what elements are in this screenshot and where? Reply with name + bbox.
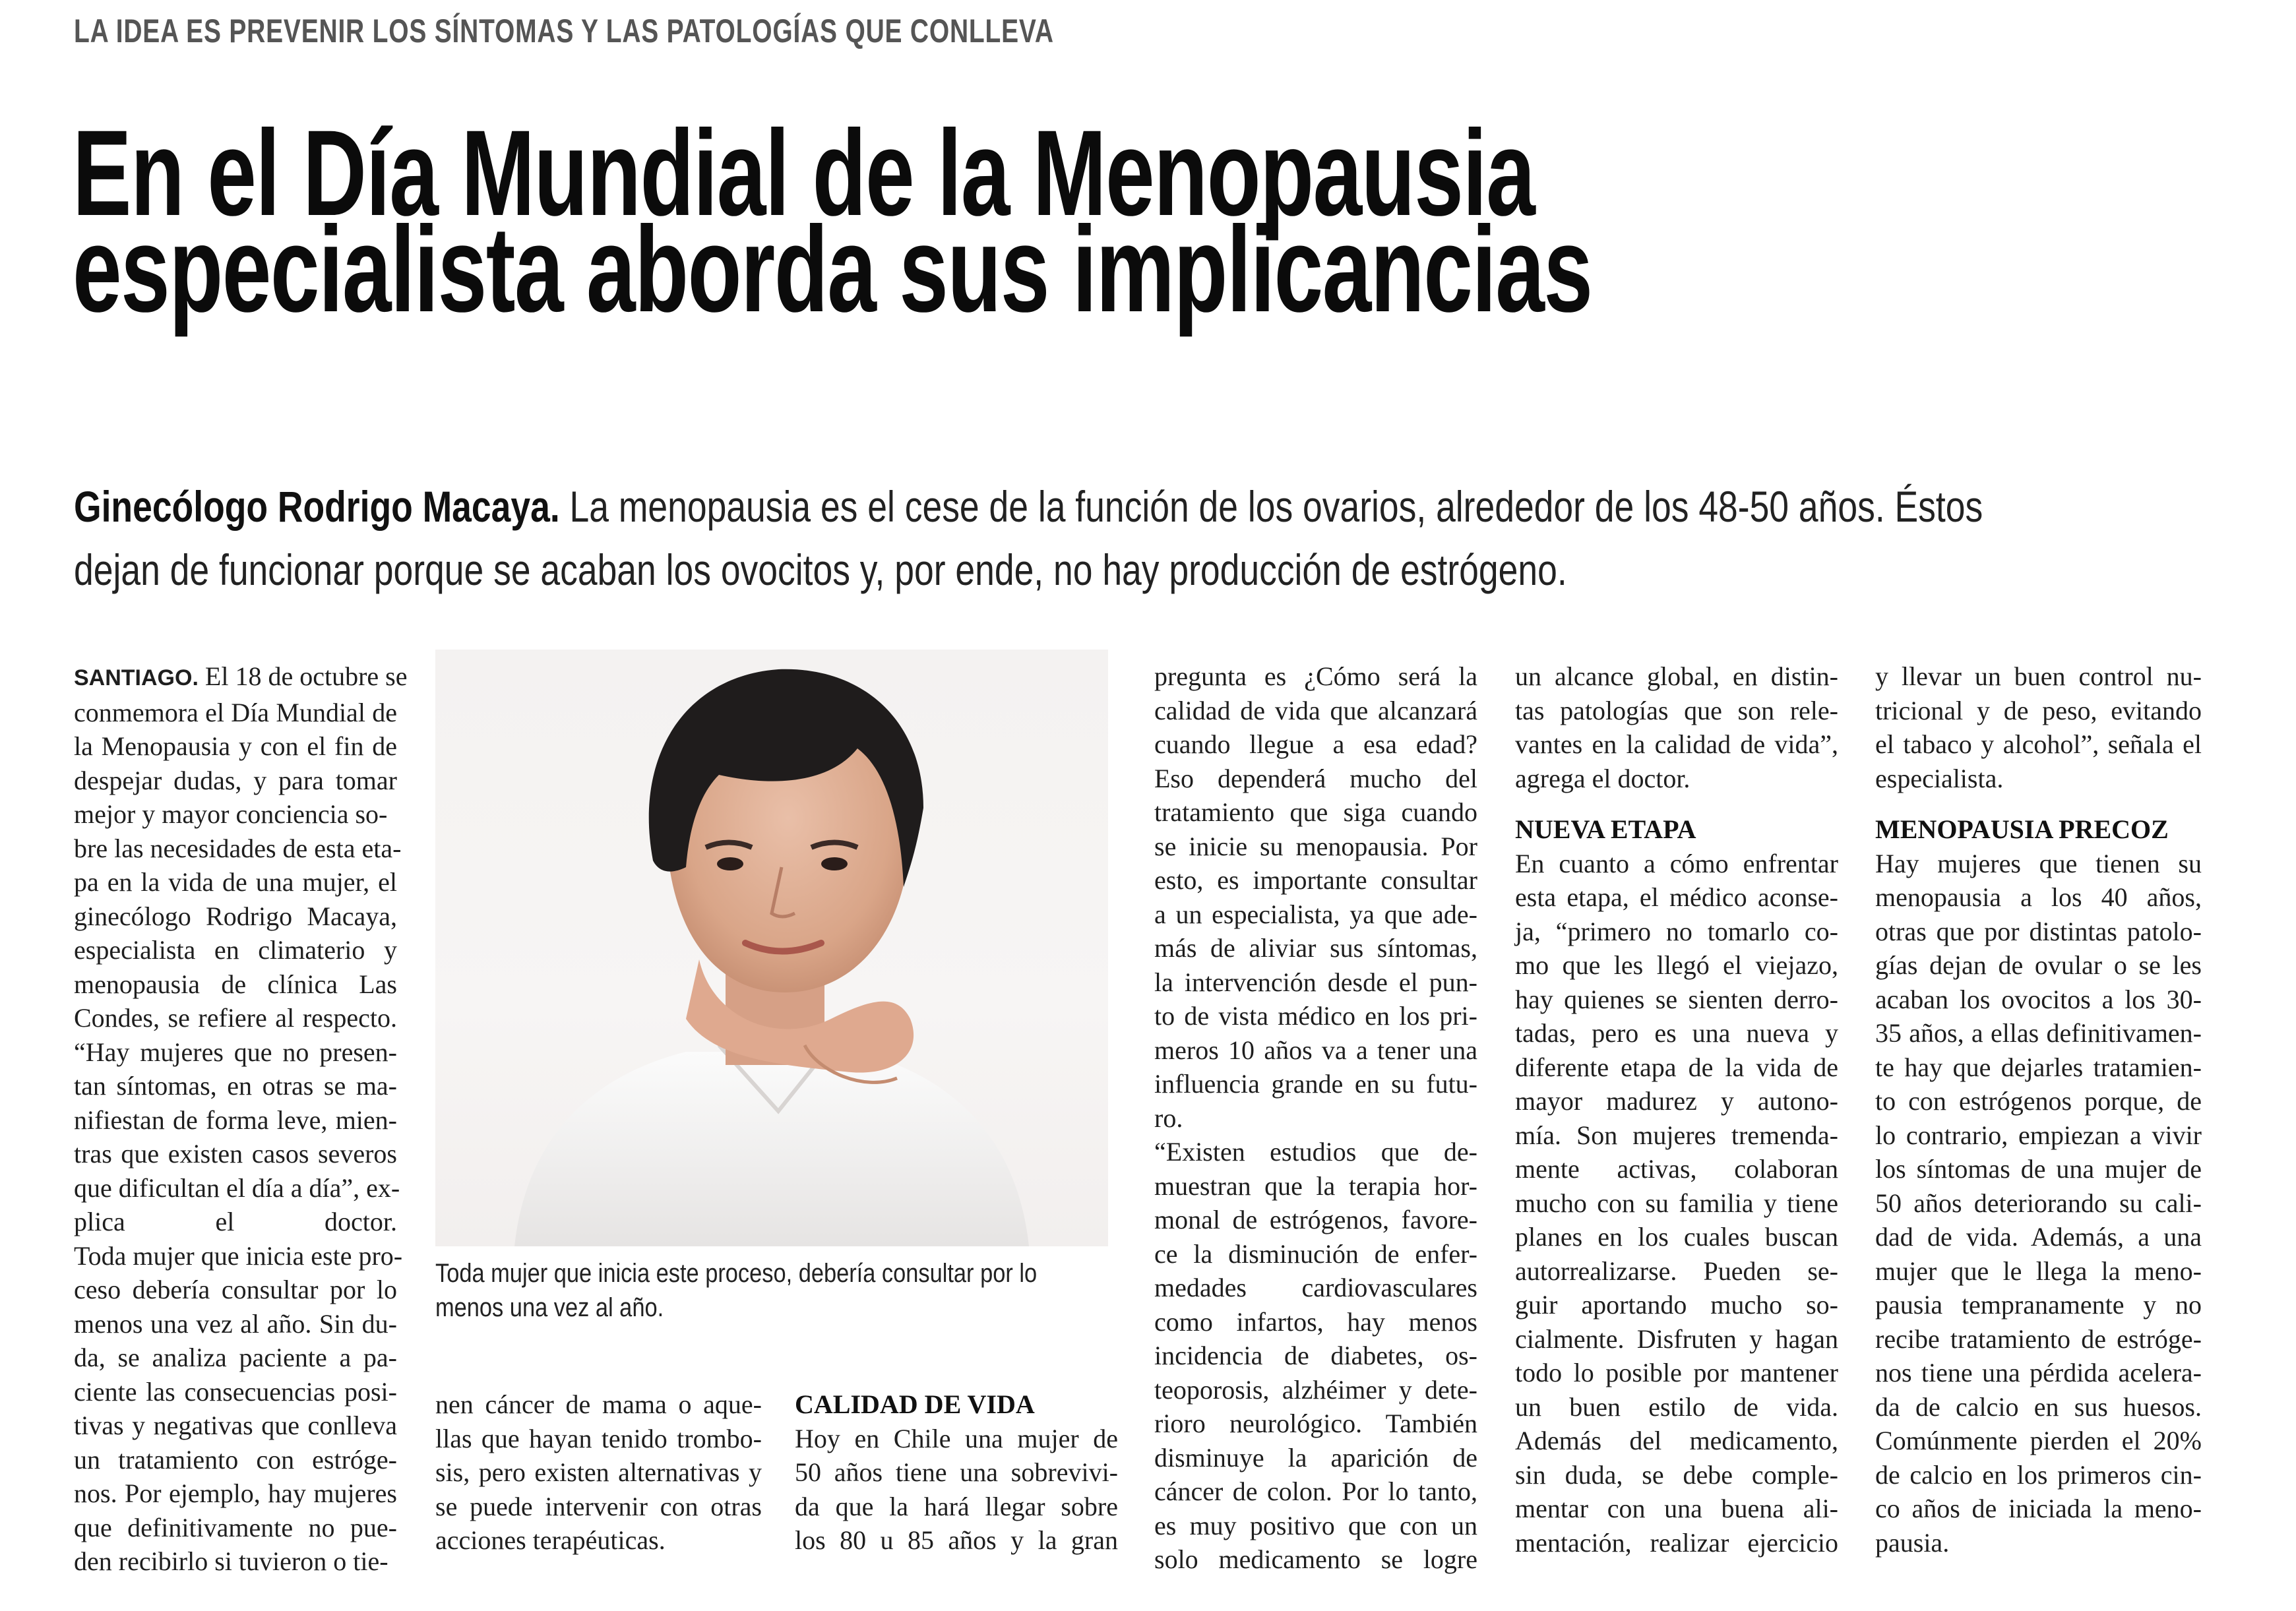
column-2-body [435,1387,762,1558]
text-line: teoporosis, alzhéimer y dete- [1154,1374,1477,1405]
text-line: mía. Son mujeres tremenda- [1515,1120,1838,1150]
text-line: tadas, pero es una nueva y [1515,1018,1838,1048]
text-line: tricional y de peso, evitando [1875,695,2202,725]
column-1 [74,659,408,1579]
text-line: ro. [1154,1103,1183,1133]
text-line: acaban los ovocitos a los 30- [1875,984,2202,1014]
text-line: mayor madurez y autono- [1515,1086,1838,1116]
text-line: ja, “primero no tomarlo co- [1515,916,1838,946]
text-line: hay quienes se sienten derro- [1515,984,1838,1014]
text-line: que definitivamente no pue- [74,1512,397,1542]
text-line: mentación, realizar ejercicio [1515,1527,1838,1558]
text-line: llas que hayan tenido trombo- [435,1423,762,1453]
text-line: planes en los cuales buscan [1515,1222,1838,1252]
headline [73,106,1592,338]
photo-caption [435,1256,1037,1325]
subhead-calidad-de-vida: CALIDAD DE VIDA [795,1389,1035,1419]
text-line: menos una vez al año. Sin du- [74,1308,397,1339]
text-line: Además del medicamento, [1515,1426,1838,1455]
text-line: 50 años tiene una sobrevivi- [795,1457,1118,1487]
text-line: En cuanto a cómo enfrentar [1515,848,1838,878]
text-line: los 80 u 85 años y la gran [795,1525,1118,1555]
text-line: tratamiento que siga cuando [1154,797,1477,827]
text-line: cialmente. Disfruten y hagan [1515,1323,1838,1354]
text-line: un buen estilo de vida. [1515,1391,1838,1422]
column-5-top [1515,659,1838,795]
text-line: mente activas, colaboran [1515,1154,1838,1184]
text-line: meros 10 años va a tener una [1154,1035,1477,1065]
column-4 [1154,659,1477,1577]
deck-author: Ginecólogo Rodrigo Macaya. [74,482,560,531]
text-line: que dificultan el día a día”, ex- [74,1172,400,1203]
text-line: diferente etapa de la vida de [1515,1052,1838,1082]
column-2 [435,1387,762,1558]
text-line: medades cardiovasculares [1154,1273,1477,1302]
deck [74,475,1983,601]
first-line-text: El 18 de octubre se [198,661,408,691]
text-line: Toda mujer que inicia este pro- [74,1240,403,1271]
text-line: es muy positivo que con un [1154,1510,1477,1540]
text-line: tas patologías que son rele- [1515,695,1838,725]
text-line: dad de vida. Además, a una [1875,1222,2202,1252]
text-line: ciente las consecuencias posi- [74,1376,397,1407]
subhead-menopausia-precoz: MENOPAUSIA PRECOZ [1875,814,2169,844]
kicker: LA IDEA ES PREVENIR LOS SÍNTOMAS Y LAS PATOLOGÍAS QUE CONLLEVA [74,13,1054,49]
text-line: pausia tempranamente y no [1875,1290,2202,1320]
text-line: despejar dudas, y para tomar [74,765,397,795]
text-line: to con estrógenos porque, de [1875,1086,2202,1116]
text-line: de calcio en los primeros cin- [1875,1459,2202,1490]
text-line: da, se analiza paciente a pa- [74,1343,397,1372]
text-line: esta etapa, el médico aconse- [1515,882,1838,912]
text-line: todo lo posible por mantener [1515,1358,1838,1387]
text-line: nen cáncer de mama o aque- [435,1389,762,1419]
dateline: SANTIAGO. [74,665,199,690]
text-line: “Hay mujeres que no presen- [74,1037,397,1067]
text-line: menopausia de clínica Las [74,969,397,999]
article-photo [435,650,1108,1246]
text-line: un alcance global, en distin- [1515,661,1838,691]
text-line: especialista. [1875,763,2004,793]
text-line: den recibirlo si tuvieron o tie- [74,1546,388,1576]
text-line: sis, pero existen alternativas y [435,1457,762,1487]
text-line: incidencia de diabetes, os- [1154,1341,1477,1370]
text-line: gías dejan de ovular o se les [1875,950,2202,980]
column-3-body [795,1422,1118,1558]
text-line: Eso dependerá mucho del [1154,763,1477,793]
text-line: el tabaco y alcohol”, señala el [1875,729,2202,759]
photo-caption-line-2: menos una vez al año. [435,1293,664,1322]
text-line: ce la disminución de enfer- [1154,1238,1477,1269]
text-line: ginecólogo Rodrigo Macaya, [74,901,397,931]
text-line: guir aportando mucho so- [1515,1290,1838,1320]
deck-line-1 [74,475,1983,538]
column-5 [1515,659,1838,1560]
text-line: mo que les llegó el viejazo, [1515,950,1838,980]
headline-line-1: En el Día Mundial de la Menopausia [73,106,1535,241]
text-line: tivas y negativas que conlleva [74,1411,397,1440]
text-line: nos. Por ejemplo, hay mujeres [74,1478,397,1508]
text-line: pa en la vida de una mujer, el [74,867,397,897]
text-line: otras que por distintas patolo- [1875,916,2202,946]
text-line: bre las necesidades de esta eta- [74,833,402,863]
text-line: y llevar un buen control nu- [1875,661,2202,691]
text-line: plica el doctor. [74,1207,397,1236]
text-line: mucho con su familia y tiene [1515,1188,1838,1218]
text-line: tan síntomas, en otras se ma- [74,1071,397,1101]
text-line: muestran que la terapia hor- [1154,1170,1477,1201]
text-line: co años de iniciada la meno- [1875,1494,2202,1523]
text-line: 50 años deteriorando su cali- [1875,1188,2202,1218]
text-line: autorrealizarse. Pueden se- [1515,1256,1838,1286]
text-line: Condes, se refiere al respecto. [74,1003,397,1033]
text-line: calidad de vida que alcanzará [1154,695,1477,725]
text-line: se inicie su menopausia. Por [1154,831,1477,861]
text-line: pregunta es ¿Cómo será la [1154,661,1477,691]
text-line: monal de estrógenos, favore- [1154,1205,1477,1234]
text-line: Comúnmente pierden el 20% [1875,1426,2202,1455]
subhead-nueva-etapa: NUEVA ETAPA [1515,814,1696,844]
text-line: cuando llegue a esa edad? [1154,729,1477,759]
text-line: tras que existen casos severos [74,1139,397,1169]
text-line: rioro neurológico. También [1154,1409,1477,1438]
text-line: vantes en la calidad de vida”, [1515,729,1838,759]
text-line: nifiestan de forma leve, mien- [74,1105,397,1135]
column-5-body [1515,847,1838,1560]
text-line: nos tiene una pérdida acelera- [1875,1358,2202,1387]
column-6 [1875,659,2202,1560]
text-line: lo contrario, empiezan a vivir [1875,1120,2202,1150]
text-line: da de calcio en sus huesos. [1875,1391,2202,1422]
text-line: los síntomas de una mujer de [1875,1154,2202,1184]
woman-portrait-image [435,650,1108,1246]
column-4-body [1154,659,1477,1577]
text-line: un tratamiento con estróge- [74,1444,397,1474]
text-line: acciones terapéuticas. [435,1525,666,1555]
text-line: Hoy en Chile una mujer de [795,1423,1118,1453]
text-line: disminuye la aparición de [1154,1442,1477,1473]
text-line: to de vista médico en los pri- [1154,1001,1477,1031]
text-line: 35 años, a ellas definitivamen- [1875,1018,2202,1048]
column-6-top [1875,659,2202,795]
column-3 [795,1387,1118,1558]
text-line: esto, es importante consultar [1154,865,1477,895]
text-line: ceso debería consultar por lo [74,1275,397,1304]
text-line: cáncer de colon. Por lo tanto, [1154,1476,1477,1506]
text-line: influencia grande en su futu- [1154,1069,1477,1099]
deck-text-1: La menopausia es el cese de la función de los ovarios, alrededor de los 48-50 años. Éstos [559,482,1983,531]
column-6-body [1875,847,2202,1560]
text-line: la Menopausia y con el fin de [74,731,397,761]
text-line: menopausia a los 40 años, [1875,882,2202,912]
text-line: “Existen estudios que de- [1154,1137,1477,1167]
text-line: conmemora el Día Mundial de [74,697,397,727]
text-line: la intervención desde el pun- [1154,967,1477,997]
text-line: a un especialista, ya que ade- [1154,899,1477,929]
text-line: mejor y mayor conciencia so- [74,799,388,829]
photo-caption-line-1: Toda mujer que inicia este proceso, debería consultar por lo [435,1259,1038,1288]
text-line: mujer que le llega la meno- [1875,1256,2202,1286]
text-line: especialista en climaterio y [74,935,397,965]
column-1-first-line [74,659,408,696]
text-line: Hay mujeres que tienen su [1875,848,2202,878]
deck-line-2: dejan de funcionar porque se acaban los ovocitos y, por ende, no hay producción de estrógeno. [74,545,1567,594]
text-line: se puede intervenir con otras [435,1491,762,1521]
column-1-body [74,696,403,1579]
text-line: solo medicamento se logre [1154,1544,1477,1574]
text-line: mentar con una buena ali- [1515,1494,1838,1523]
text-line: pausia. [1875,1527,1950,1558]
text-line: te hay que dejarles tratamien- [1875,1052,2202,1082]
text-line: agrega el doctor. [1515,763,1691,793]
text-line: da que la hará llegar sobre [795,1491,1118,1521]
text-line: como infartos, hay menos [1154,1306,1477,1337]
text-line: recibe tratamiento de estróge- [1875,1323,2202,1354]
headline-line-2: especialista aborda sus implicancias [73,202,1592,338]
text-line: más de aliviar sus síntomas, [1154,933,1477,963]
text-line: sin duda, se debe comple- [1515,1459,1838,1490]
